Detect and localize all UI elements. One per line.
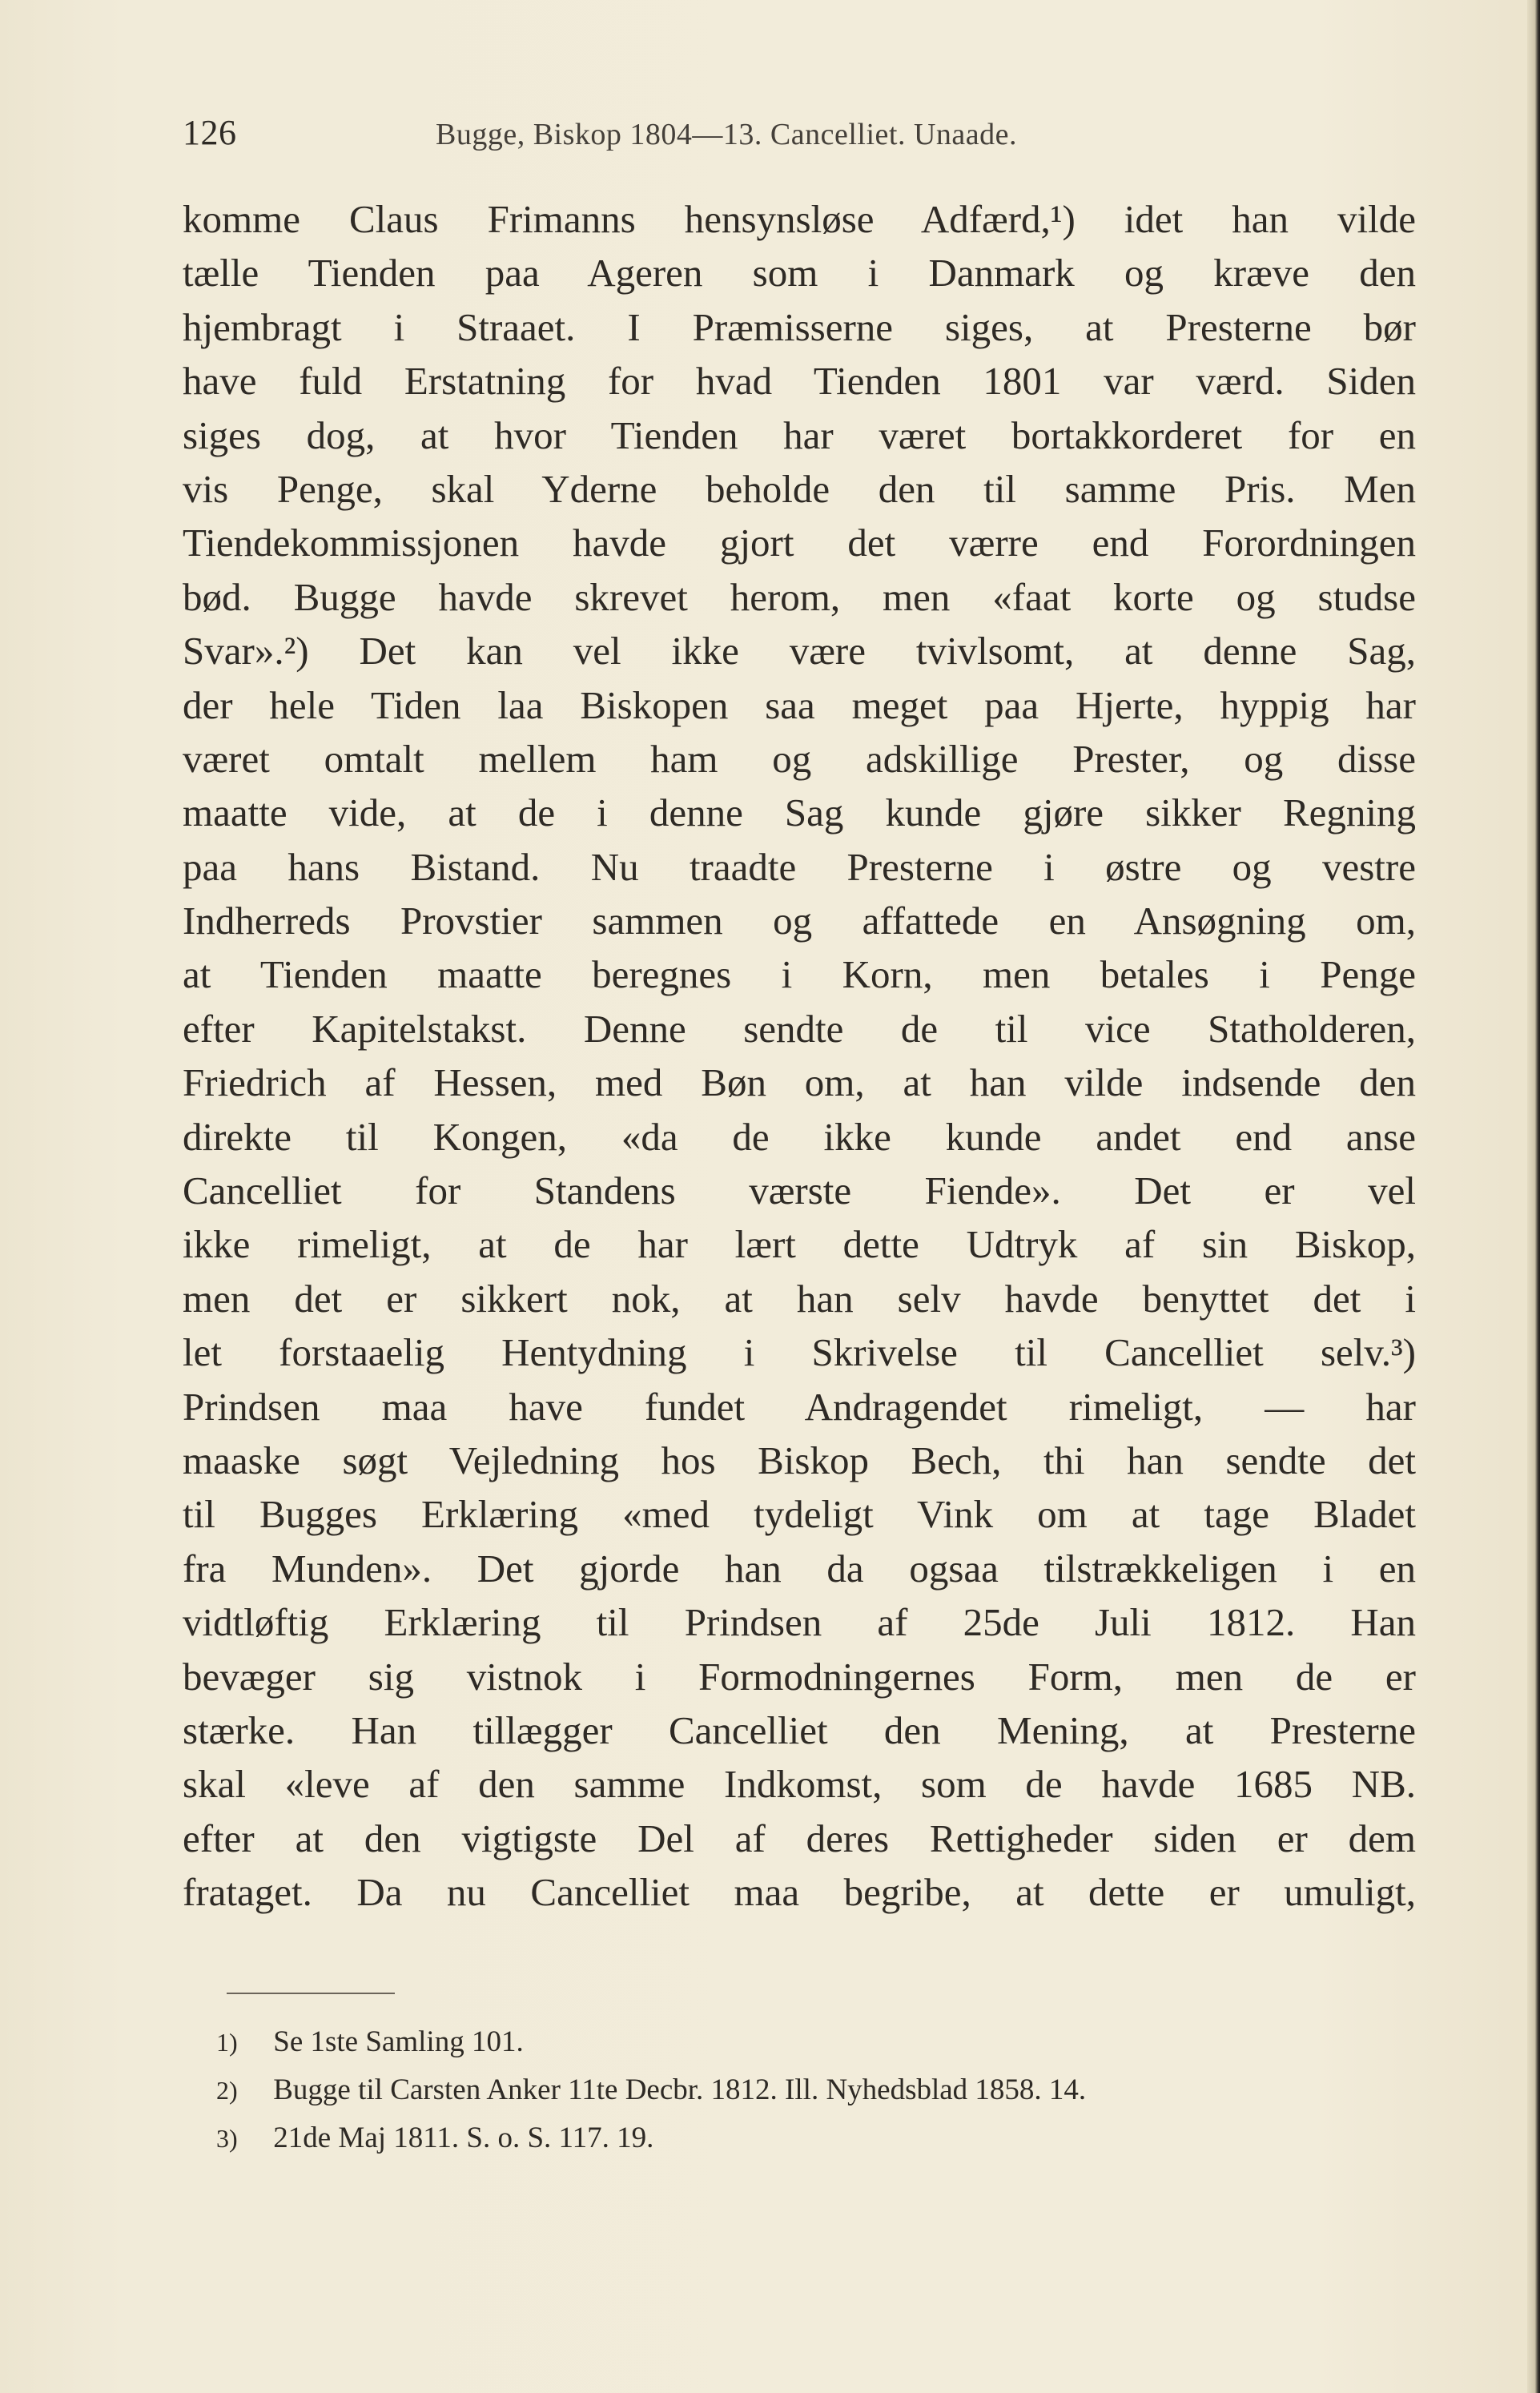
text-line: direkte til Kongen, «da de ikke kunde andet end anse <box>183 1114 1416 1159</box>
text-line: at Tienden maatte beregnes i Korn, men betales i Penge <box>183 952 1416 997</box>
text-line: stærke. Han tillægger Cancelliet den Mening, at Presterne <box>183 1707 1416 1752</box>
text-line: men det er sikkert nok, at han selv havde benyttet det i <box>183 1276 1416 1321</box>
footnote <box>216 2066 1401 2114</box>
page-header <box>183 112 1432 160</box>
text-line: Cancelliet for Standens værste Fiende». Det er vel <box>183 1168 1416 1213</box>
body-text <box>183 192 1416 1920</box>
text-line: der hele Tiden laa Biskopen saa meget paa Hjerte, hyppig har <box>183 682 1416 727</box>
text-line: maaske søgt Vejledning hos Biskop Bech, thi han sendte det <box>183 1438 1416 1482</box>
footnote-mark: 1) <box>216 2028 238 2057</box>
page-number: 126 <box>183 113 237 152</box>
footnote-text: Se 1ste Samling 101. <box>273 2025 524 2058</box>
text-line: maatte vide, at de i denne Sag kunde gjøre sikker Regning <box>183 790 1416 835</box>
text-line: Svar».²) Det kan vel ikke være tvivlsomt, at denne Sag, <box>183 629 1416 674</box>
text-line: skal «leve af den samme Indkomst, som de havde 1685 NB. <box>183 1762 1416 1807</box>
text-line: efter at den vigtigste Del af deres Rettigheder siden er dem <box>183 1816 1416 1860</box>
text-line: frataget. Da nu Cancelliet maa begribe, at dette er umuligt, <box>183 1870 1416 1915</box>
text-line: let forstaaelig Hentydning i Skrivelse til Cancelliet selv.³) <box>183 1330 1416 1375</box>
text-line: hjembragt i Straaet. I Præmisserne siges, at Presterne bør <box>183 304 1416 349</box>
text-line: fra Munden». Det gjorde han da ogsaa tilstrækkeligen i en <box>183 1546 1416 1591</box>
footnote-divider <box>227 1993 395 1994</box>
footnotes <box>216 2018 1401 2162</box>
text-line: Friedrich af Hessen, med Bøn om, at han vilde indsende den <box>183 1060 1416 1105</box>
text-line: Prindsen maa have fundet Andragendet rimeligt, — har <box>183 1384 1416 1429</box>
text-line: paa hans Bistand. Nu traadte Presterne i østre og vestre <box>183 844 1416 889</box>
text-line: vis Penge, skal Yderne beholde den til samme Pris. Men <box>183 466 1416 511</box>
footnote-text: 21de Maj 1811. S. o. S. 117. 19. <box>273 2122 654 2154</box>
text-line: ikke rimeligt, at de har lært dette Udtryk af sin Biskop, <box>183 1222 1416 1267</box>
text-line: efter Kapitelstakst. Denne sendte de til vice Statholderen, <box>183 1006 1416 1051</box>
text-line: Indherreds Provstier sammen og affattede en Ansøgning om, <box>183 899 1416 943</box>
page-edge-shadow <box>1527 0 1540 2393</box>
text-line: komme Claus Frimanns hensynsløse Adfærd,¹) idet han vilde <box>183 197 1416 241</box>
text-line: bevæger sig vistnok i Formodningernes Form, men de er <box>183 1654 1416 1699</box>
footnote-mark: 2) <box>216 2076 238 2105</box>
text-line: Tiendekommissjonen havde gjort det værre end Forordningen <box>183 521 1416 565</box>
footnote <box>216 2114 1401 2162</box>
running-title: Bugge, Biskop 1804—13. Cancelliet. Unaade. <box>436 118 1017 151</box>
text-line: vidtløftig Erklæring til Prindsen af 25de Juli 1812. Han <box>183 1600 1416 1645</box>
footnote <box>216 2018 1401 2066</box>
text-line: have fuld Erstatning for hvad Tienden 1801 var værd. Siden <box>183 359 1416 404</box>
text-line: været omtalt mellem ham og adskillige Prester, og disse <box>183 736 1416 781</box>
text-line: til Bugges Erklæring «med tydeligt Vink om at tage Bladet <box>183 1492 1416 1537</box>
text-line: tælle Tienden paa Ageren som i Danmark og kræve den <box>183 251 1416 296</box>
footnote-text: Bugge til Carsten Anker 11te Decbr. 1812. Ill. Nyhedsblad 1858. 14. <box>273 2073 1087 2106</box>
text-line: bød. Bugge havde skrevet herom, men «faat korte og studse <box>183 574 1416 619</box>
text-line: siges dog, at hvor Tienden har været bortakkorderet for en <box>183 412 1416 457</box>
footnote-mark: 3) <box>216 2124 238 2153</box>
